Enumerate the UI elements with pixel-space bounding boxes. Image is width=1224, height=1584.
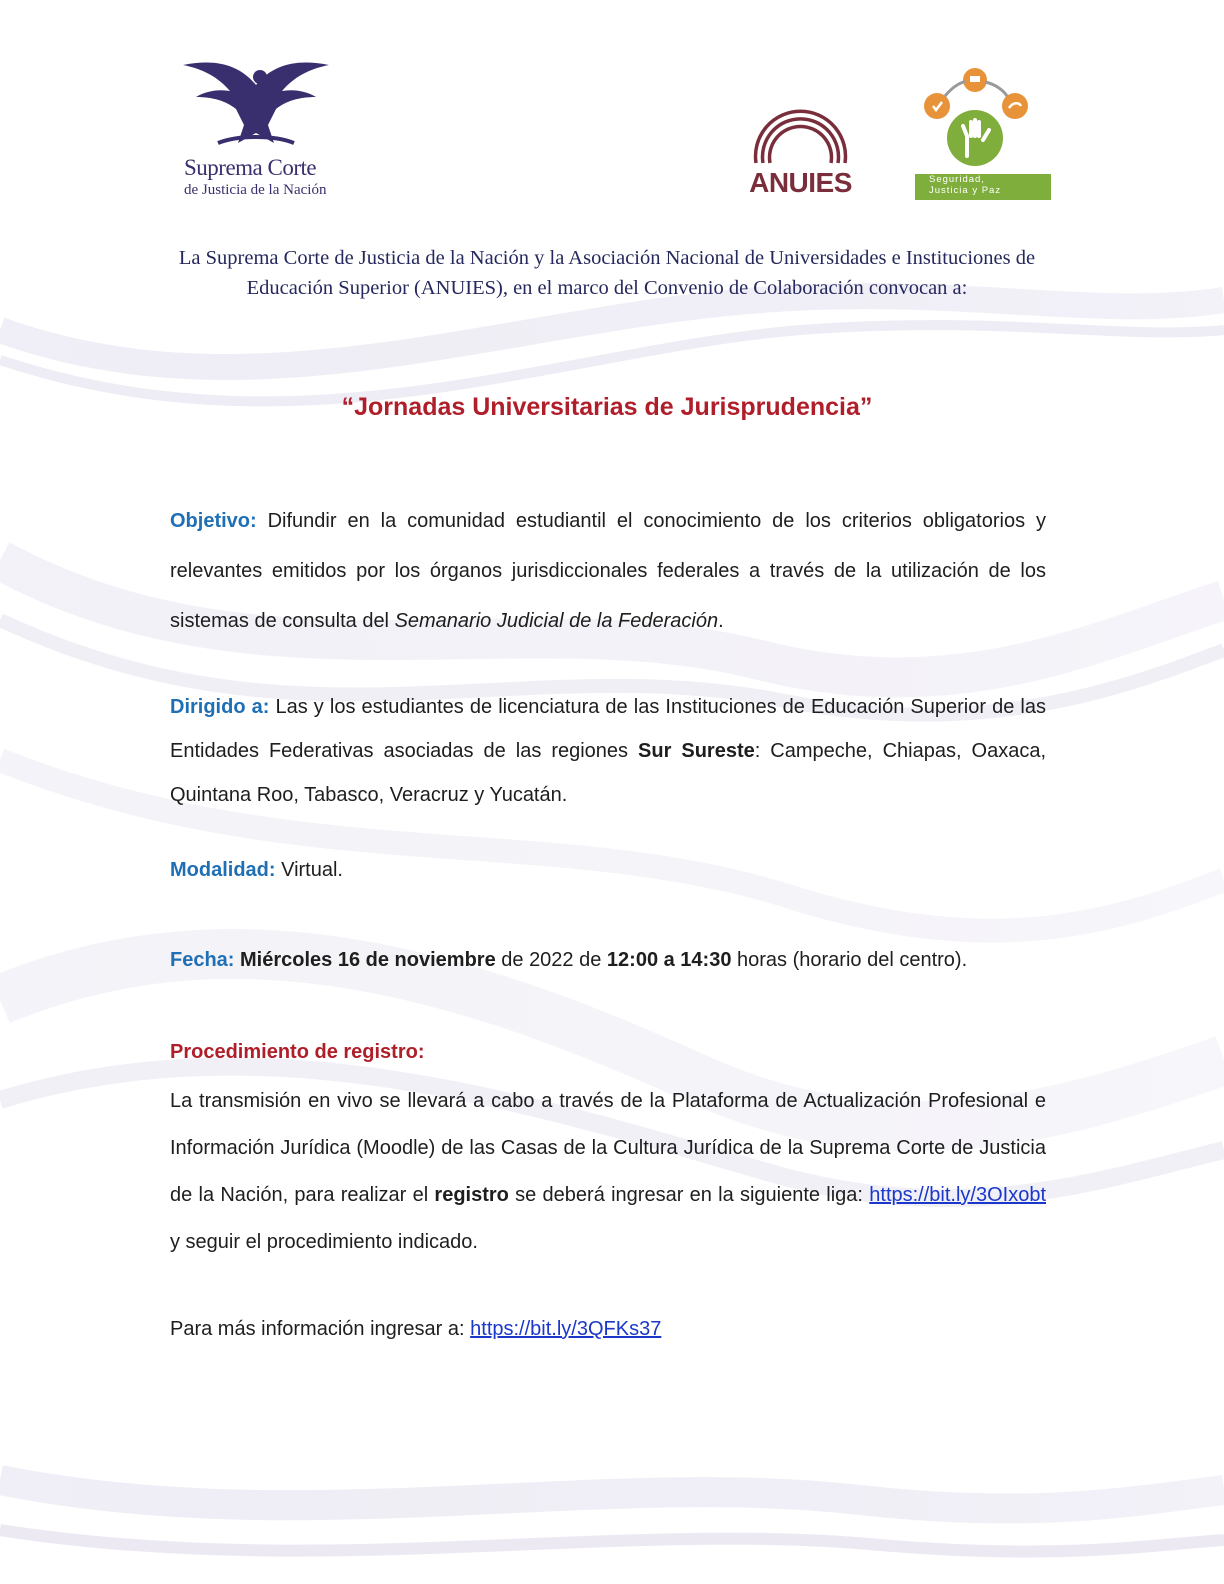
procedimiento-label: Procedimiento de registro: [170, 1041, 425, 1063]
procedimiento-section [170, 1078, 1046, 1266]
info-text: Para más información ingresar a: [170, 1318, 471, 1340]
scjn-logo [170, 55, 345, 205]
scjn-name-line2: de Justicia de la Nación [184, 182, 327, 198]
dirigido-text1: Las y los estudiantes de licenciatura de las Instituciones de Educación Superior de las Entidades Federativas asociadas de las regiones [170, 696, 1046, 762]
fecha-hours: 12:00 a 14:30 [606, 949, 732, 971]
fecha-day: Miércoles 16 de noviembre [234, 949, 496, 971]
anuies-wordmark: ANUIES [749, 167, 852, 198]
objetivo-text: Difundir en la comunidad estudiantil el conocimiento de los criterios obligatorios y relevantes emitidos por los órganos jurisdiccionales federales a través de la utilización de los sistemas de consulta del [170, 510, 1046, 632]
fecha-label: Fecha: [170, 949, 235, 971]
sjp-label-line2: Justicia y Paz [929, 185, 1002, 196]
info-link[interactable]: https://bit.ly/3QFKs37 [470, 1318, 662, 1340]
dirigido-text2: : Campeche, Chiapas, Oaxaca, Quintana Roo, Tabasco, Veracruz y Yucatán. [170, 740, 1046, 806]
objetivo-section [170, 496, 1046, 646]
dirigido-label: Dirigido a: [170, 696, 270, 718]
objetivo-end: . [718, 610, 724, 632]
sjp-emblem-icon [915, 68, 1045, 168]
anuies-circles-icon [748, 65, 853, 165]
sjp-label-line1: Seguridad, [929, 174, 985, 185]
procedimiento-text1: La transmisión en vivo se llevará a cabo a través de la Plataforma de Actualización Profesional e Información Jurídica (Moodle) de las Casas de la Cultura Jurídica de la Suprema Corte de Justicia de la Nación, para realizar el [170, 1090, 1046, 1206]
modalidad-text: Virtual. [275, 859, 343, 881]
modalidad-label: Modalidad: [170, 859, 276, 881]
dirigido-region: Sur Sureste [638, 740, 755, 762]
registro-link[interactable]: https://bit.ly/3OIxobt [869, 1184, 1047, 1206]
info-section [170, 1312, 1046, 1346]
modalidad-section [170, 853, 1046, 887]
fecha-text2: horas (horario del centro). [731, 949, 968, 971]
procedimiento-text2: se deberá ingresar en la siguiente liga: [508, 1184, 870, 1206]
objetivo-label: Objetivo: [170, 510, 257, 532]
fecha-text1: de 2022 de [495, 949, 607, 971]
procedimiento-bold: registro [434, 1184, 509, 1206]
anuies-logo [748, 65, 858, 205]
scjn-name-line1: Suprema Corte [184, 155, 317, 180]
seguridad-justicia-paz-logo [915, 68, 1055, 203]
eagle-emblem-icon [178, 55, 333, 150]
fecha-section [170, 943, 1046, 977]
sjp-label-bar [915, 174, 1051, 200]
intro-paragraph: La Suprema Corte de Justicia de la Nación y la Asociación Nacional de Universidades e Instituciones de Educación Superior (ANUIES), en el marco del Convenio de Colaboración convocan a: [178, 247, 1036, 299]
procedimiento-text3: y seguir el procedimiento indicado. [170, 1231, 478, 1253]
event-title: “Jornadas Universitarias de Jurisprudencia” [341, 393, 873, 421]
dirigido-section [170, 685, 1046, 817]
objetivo-italic: Semanario Judicial de la Federación [394, 610, 719, 632]
procedimiento-heading [170, 1035, 1046, 1069]
